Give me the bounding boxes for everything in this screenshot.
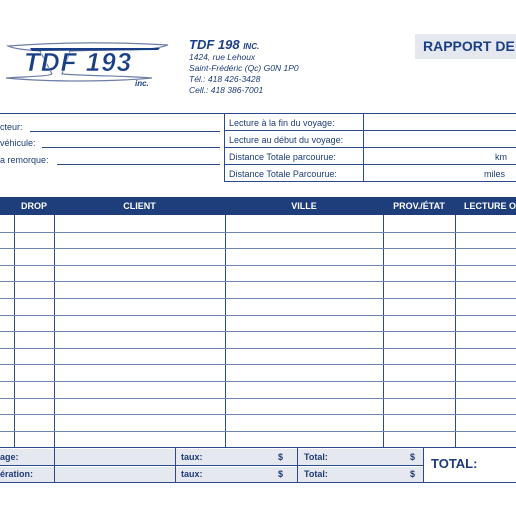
phone-number: Tél.: 418 426-3428	[189, 74, 261, 84]
total-currency-1: $	[410, 452, 416, 462]
table-row	[0, 364, 516, 365]
info-row-line	[224, 130, 516, 131]
total-label-1: Total:	[304, 452, 328, 462]
km-unit: km	[495, 152, 507, 162]
info-row-line	[224, 147, 516, 148]
address-line-1: 1424, rue Lehoux	[189, 52, 256, 62]
table-row	[0, 265, 516, 266]
footer-totals	[0, 447, 516, 483]
footer-row2-label: ération:	[0, 469, 34, 479]
table-row	[0, 281, 516, 282]
trailer-field[interactable]	[57, 164, 220, 165]
driver-label: cteur:	[0, 122, 23, 132]
footer-top-rule	[0, 447, 516, 448]
column-ville: VILLE	[291, 201, 317, 211]
table-row	[0, 315, 516, 316]
logo-suffix: inc.	[135, 79, 149, 88]
trailer-label: a remorque:	[0, 155, 49, 165]
end-reading-label: Lecture à la fin du voyage:	[229, 118, 335, 128]
footer-row1-label: age:	[0, 452, 19, 462]
column-drop: DROP	[20, 201, 47, 211]
table-header	[0, 197, 516, 215]
footer-bottom-rule	[0, 482, 516, 483]
column-client: CLIENT	[123, 201, 156, 211]
vehicle-label: véhicule:	[0, 138, 36, 148]
table-row	[0, 248, 516, 249]
footer-divider	[423, 447, 424, 483]
distance-miles-label: Distance Totale Parcourue:	[229, 169, 337, 179]
rate-currency-1: $	[278, 452, 284, 462]
table-row	[0, 232, 516, 233]
rate-currency-2: $	[278, 469, 284, 479]
company-name-text: TDF 198	[189, 37, 240, 52]
company-suffix: INC.	[243, 42, 260, 51]
table-row	[0, 414, 516, 415]
miles-unit: miles	[484, 169, 506, 179]
table-row	[0, 381, 516, 382]
info-row-line	[224, 164, 516, 165]
table-row	[0, 298, 516, 299]
distance-km-label: Distance Totale parcourue:	[229, 152, 336, 162]
logo-text: TDF 193	[24, 47, 133, 77]
company-name	[189, 37, 259, 52]
table-row	[0, 348, 516, 349]
footer-divider	[297, 447, 298, 483]
info-row-line	[224, 181, 516, 182]
column-prov-etat: PROV./ÉTAT	[393, 201, 445, 211]
footer-band-2	[0, 467, 423, 483]
table-row	[0, 331, 516, 332]
table-row	[0, 398, 516, 399]
cell-number: Cell.: 418 386-7001	[189, 85, 264, 95]
rate-label-2: taux:	[181, 469, 203, 479]
rate-label-1: taux:	[181, 452, 203, 462]
footer-mid-rule	[0, 465, 423, 466]
address-line-2: Saint-Frédéric (Qc) G0N 1P0	[189, 63, 299, 73]
section-top-rule	[0, 113, 516, 114]
report-title: RAPPORT DE	[415, 34, 516, 59]
start-reading-label: Lecture au début du voyage:	[229, 135, 344, 145]
footer-band-1	[0, 449, 423, 465]
driver-field[interactable]	[30, 131, 220, 132]
table-body	[0, 215, 516, 447]
column-lecture: LECTURE O	[463, 201, 516, 211]
footer-divider	[175, 447, 176, 483]
grand-total-label: TOTAL:	[431, 456, 478, 471]
vehicle-field[interactable]	[42, 147, 220, 148]
table-row	[0, 431, 516, 432]
total-label-2: Total:	[304, 469, 328, 479]
total-currency-2: $	[410, 469, 416, 479]
company-logo	[0, 36, 172, 92]
footer-divider	[54, 447, 55, 483]
